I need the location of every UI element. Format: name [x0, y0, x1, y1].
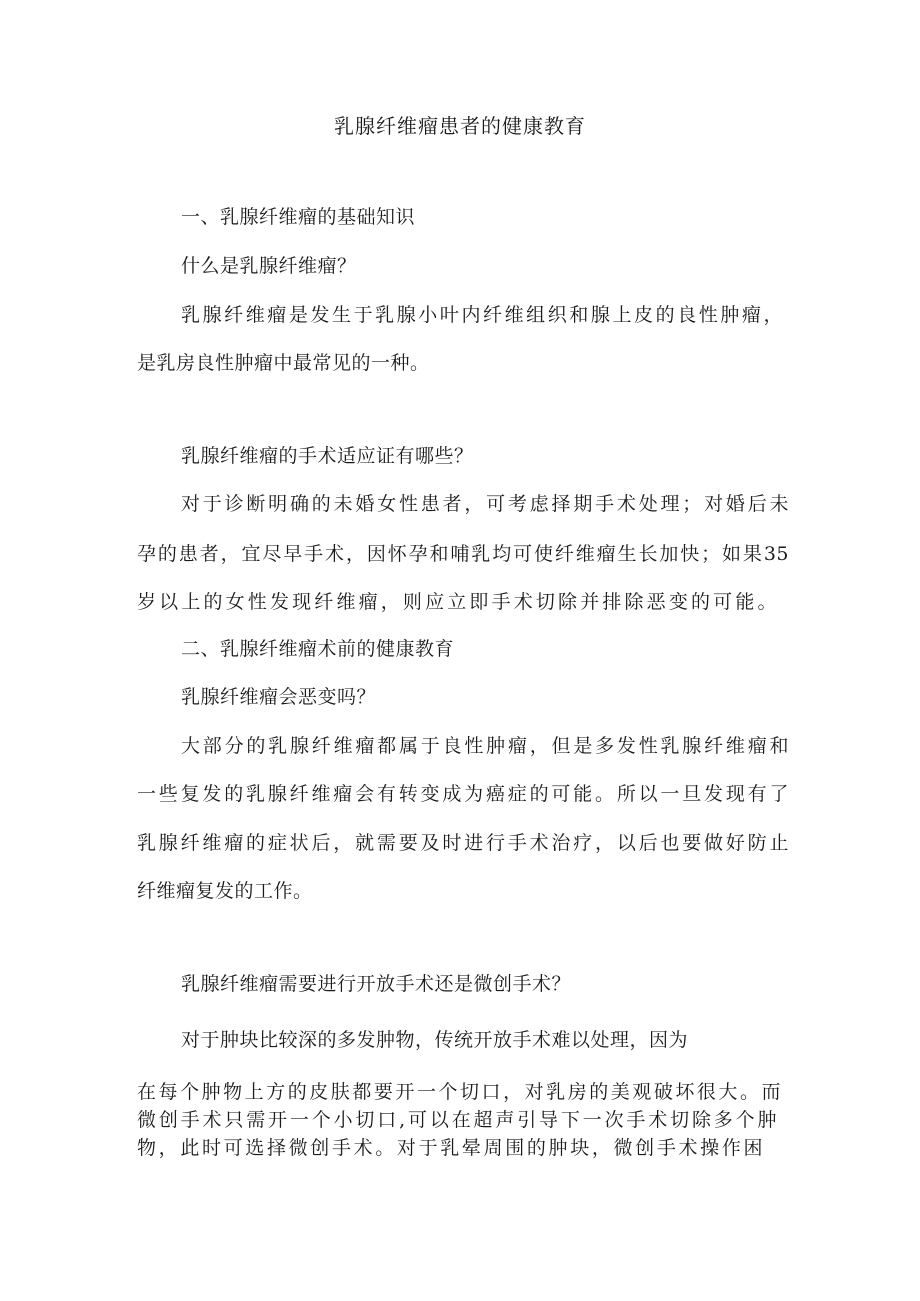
paragraph-line: 岁以上的女性发现纤维瘤，则应立即手术切除并排除恶变的可能。 — [137, 591, 777, 613]
paragraph-line: 物，此时可选择微创手术。对于乳晕周围的肿块，微创手术操作困 — [137, 1137, 763, 1159]
question-heading-1: 什么是乳腺纤维瘤？ — [181, 255, 357, 277]
question-heading-4: 乳腺纤维瘤需要进行开放手术还是微创手术？ — [181, 973, 572, 995]
paragraph-line: 孕的患者，宜尽早手术，因怀孕和哺乳均可使纤维瘤生长加快；如果35 — [137, 543, 789, 565]
paragraph-line: 乳腺纤维瘤是发生于乳腺小叶内纤维组织和腺上皮的良性肿瘤， — [181, 304, 783, 326]
paragraph-line: 对于肿块比较深的多发肿物，传统开放手术难以处理，因为 — [181, 1029, 689, 1051]
section-heading-2: 二、乳腺纤维瘤术前的健康教育 — [181, 638, 455, 660]
paragraph-line: 对于诊断明确的未婚女性患者，可考虑择期手术处理；对婚后未 — [181, 493, 789, 515]
question-heading-2: 乳腺纤维瘤的手术适应证有哪些？ — [181, 445, 474, 467]
paragraph-line: 是乳房良性肿瘤中最常见的一种。 — [137, 352, 430, 374]
paragraph-line: 乳腺纤维瘤的症状后，就需要及时进行手术治疗，以后也要做好防止 — [137, 832, 789, 854]
paragraph-line: 纤维瘤复发的工作。 — [137, 880, 313, 902]
document-title: 乳腺纤维瘤患者的健康教育 — [334, 114, 586, 138]
paragraph-line: 一些复发的乳腺纤维瘤会有转变成为癌症的可能。所以一旦发现有了 — [137, 783, 789, 805]
question-heading-3: 乳腺纤维瘤会恶变吗？ — [181, 686, 377, 708]
paragraph-line: 在每个肿物上方的皮肤都要开一个切口，对乳房的美观破坏很大。而 — [137, 1081, 781, 1103]
paragraph-line: 微创手术只需开一个小切口,可以在超声引导下一次手术切除多个肿 — [137, 1109, 777, 1131]
paragraph-line: 大部分的乳腺纤维瘤都属于良性肿瘤，但是多发性乳腺纤维瘤和 — [181, 735, 789, 757]
section-heading-1: 一、乳腺纤维瘤的基础知识 — [181, 206, 416, 228]
